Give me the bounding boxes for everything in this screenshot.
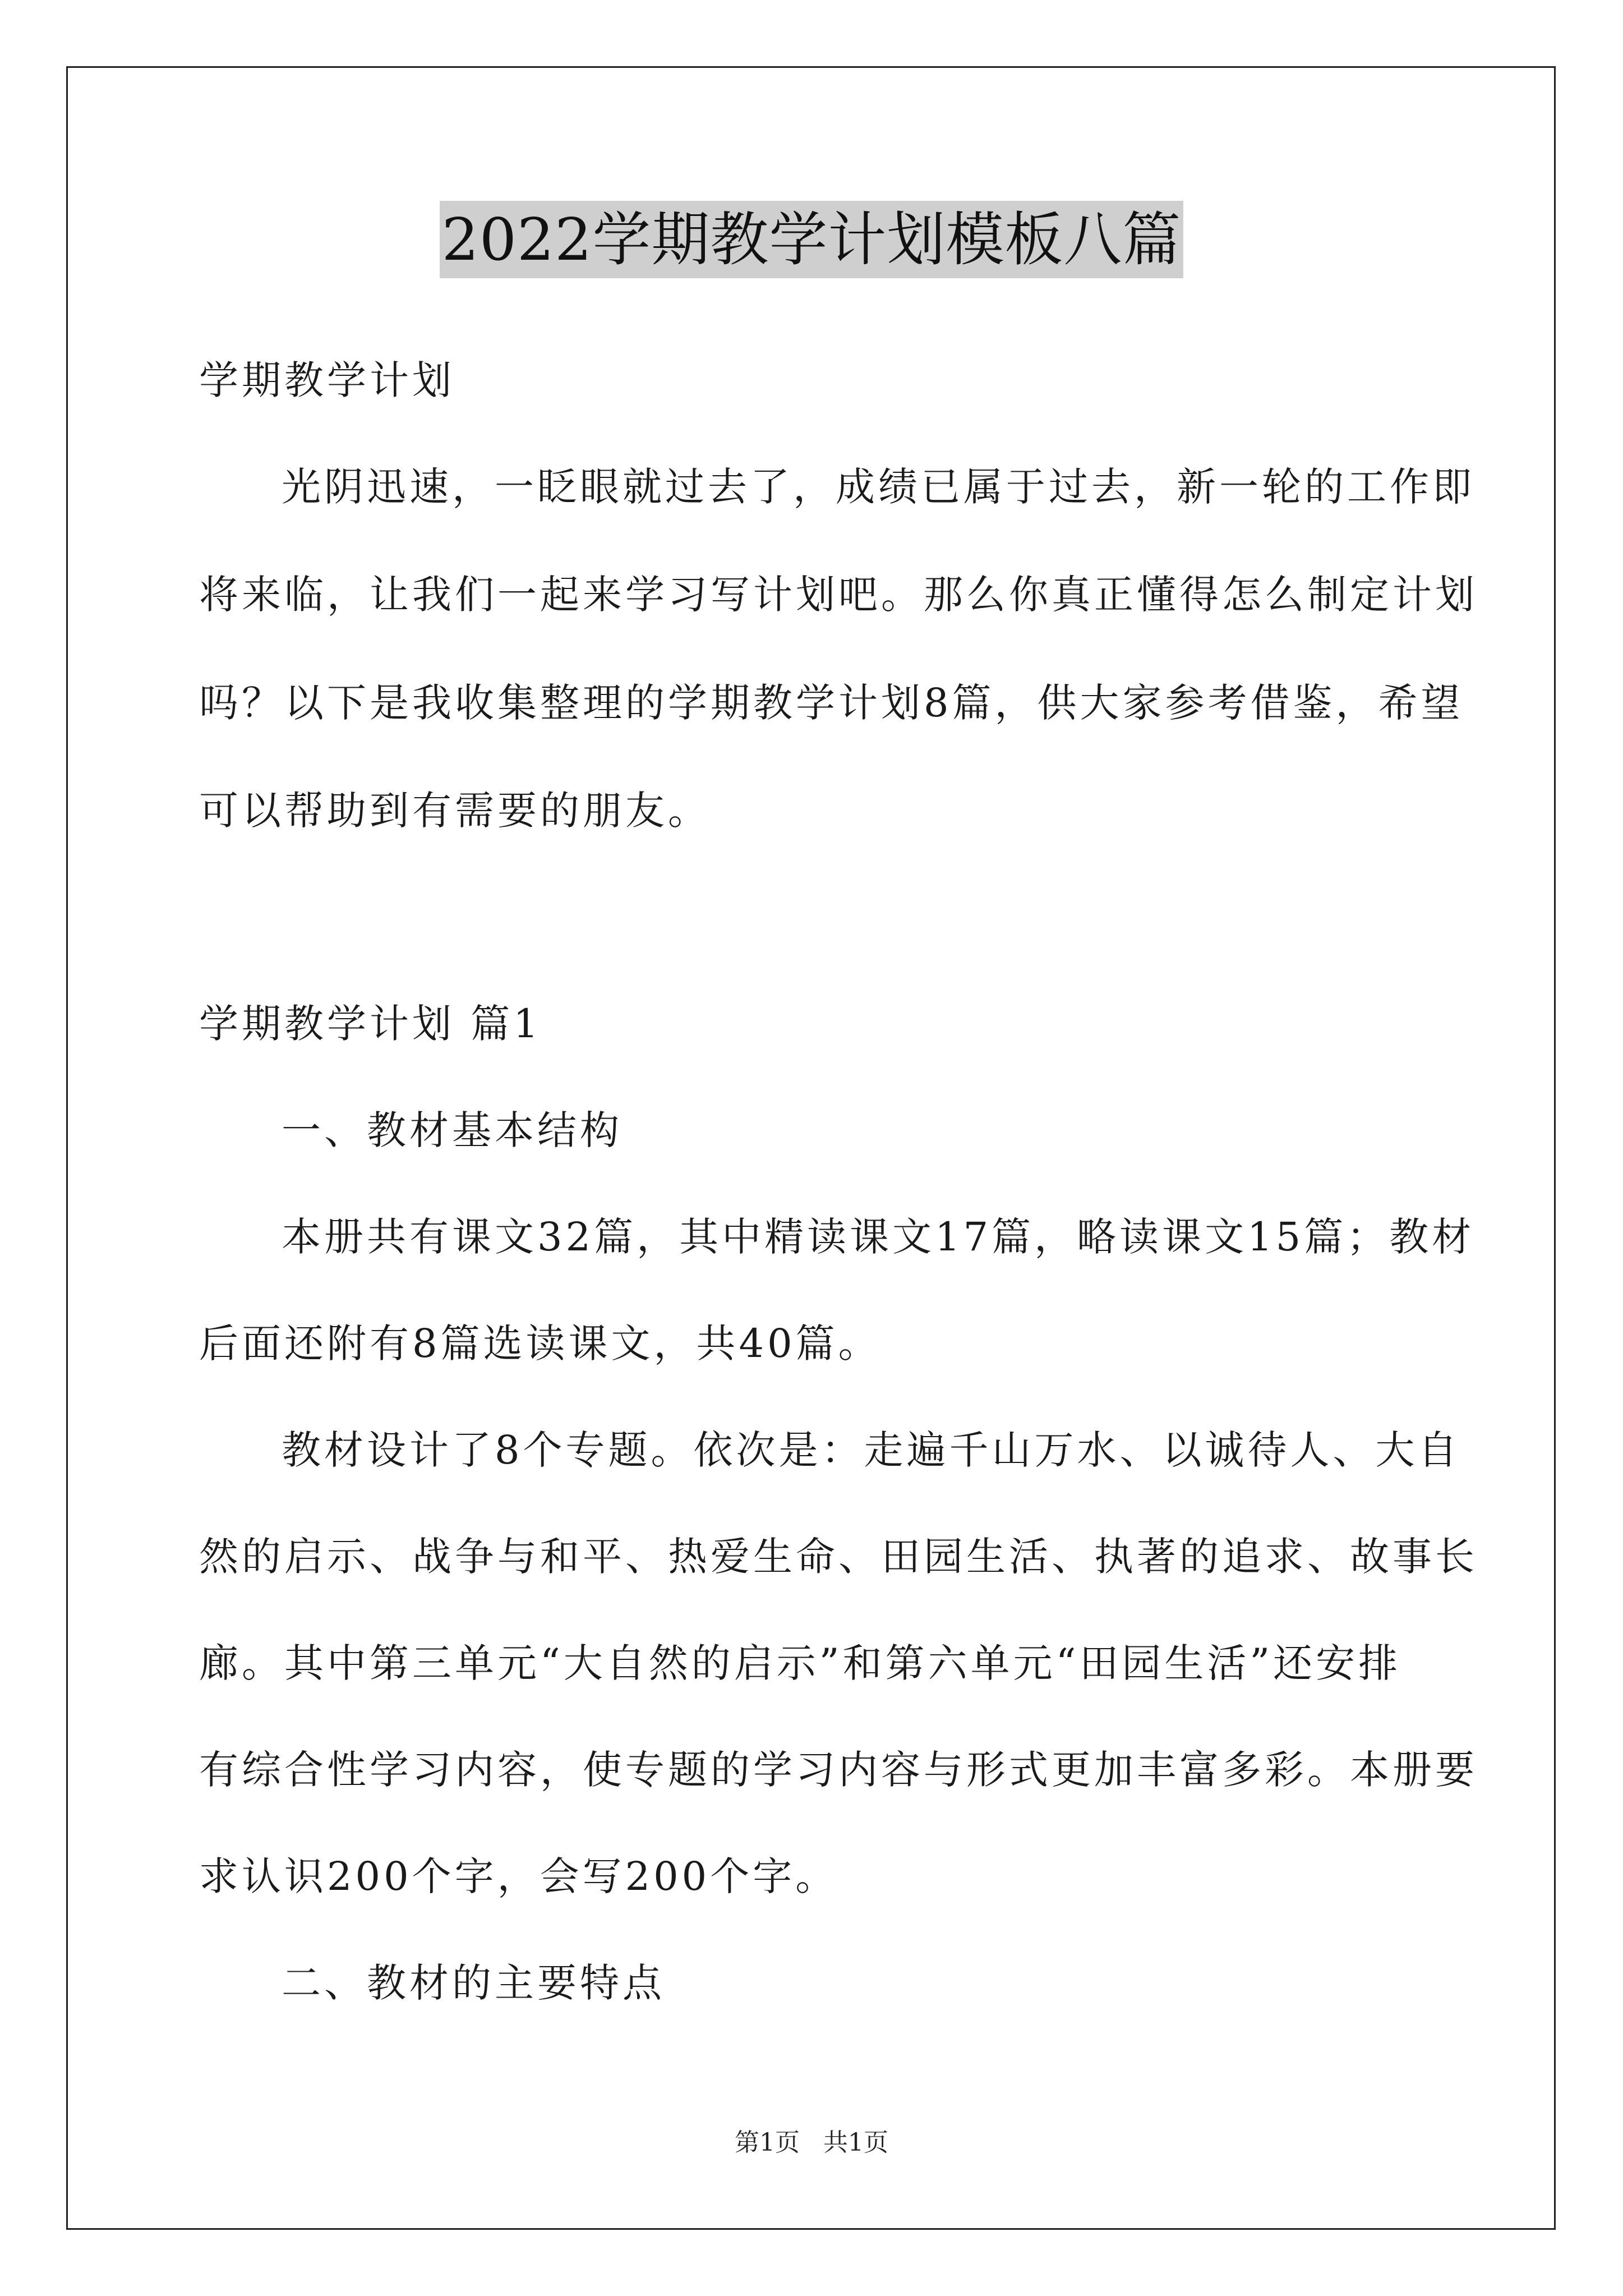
page-footer bbox=[0, 2126, 1623, 2160]
paragraph-line: 教材设计了8个专题。依次是：走遍千山万水、以诚待人、大自 bbox=[282, 1427, 1461, 1473]
section-heading: 学期教学计划 篇1 bbox=[199, 1001, 542, 1047]
section-heading: 学期教学计划 bbox=[199, 357, 455, 403]
paragraph-line: 将来临，让我们一起来学习写计划吧。那么你真正懂得怎么制定计划 bbox=[199, 572, 1478, 618]
paragraph-line: 本册共有课文32篇，其中精读课文17篇，略读课文15篇；教材 bbox=[282, 1214, 1475, 1260]
title-container bbox=[0, 201, 1623, 278]
subheading: 一、教材基本结构 bbox=[282, 1107, 623, 1153]
paragraph-line: 求认识200个字，会写200个字。 bbox=[199, 1853, 838, 1899]
paragraph-line: 有综合性学习内容，使专题的学习内容与形式更加丰富多彩。本册要 bbox=[199, 1747, 1478, 1793]
page-number: 第1页 bbox=[735, 2128, 800, 2157]
page-total: 共1页 bbox=[823, 2128, 888, 2157]
subheading: 二、教材的主要特点 bbox=[282, 1960, 665, 2006]
paragraph-line: 然的启示、战争与和平、热爱生命、田园生活、执著的追求、故事长 bbox=[199, 1534, 1478, 1580]
paragraph-line: 廊。其中第三单元“大自然的启示”和第六单元“田园生活”还安排 bbox=[199, 1640, 1401, 1686]
paragraph-line: 后面还附有8篇选读课文，共40篇。 bbox=[199, 1320, 881, 1366]
document-title: 2022学期教学计划模板八篇 bbox=[440, 201, 1184, 278]
paragraph-line: 吗？以下是我收集整理的学期教学计划8篇，供大家参考借鉴，希望 bbox=[199, 680, 1464, 726]
paragraph-line: 光阴迅速，一眨眼就过去了，成绩已属于过去，新一轮的工作即 bbox=[282, 464, 1475, 510]
paragraph-line: 可以帮助到有需要的朋友。 bbox=[199, 788, 711, 834]
